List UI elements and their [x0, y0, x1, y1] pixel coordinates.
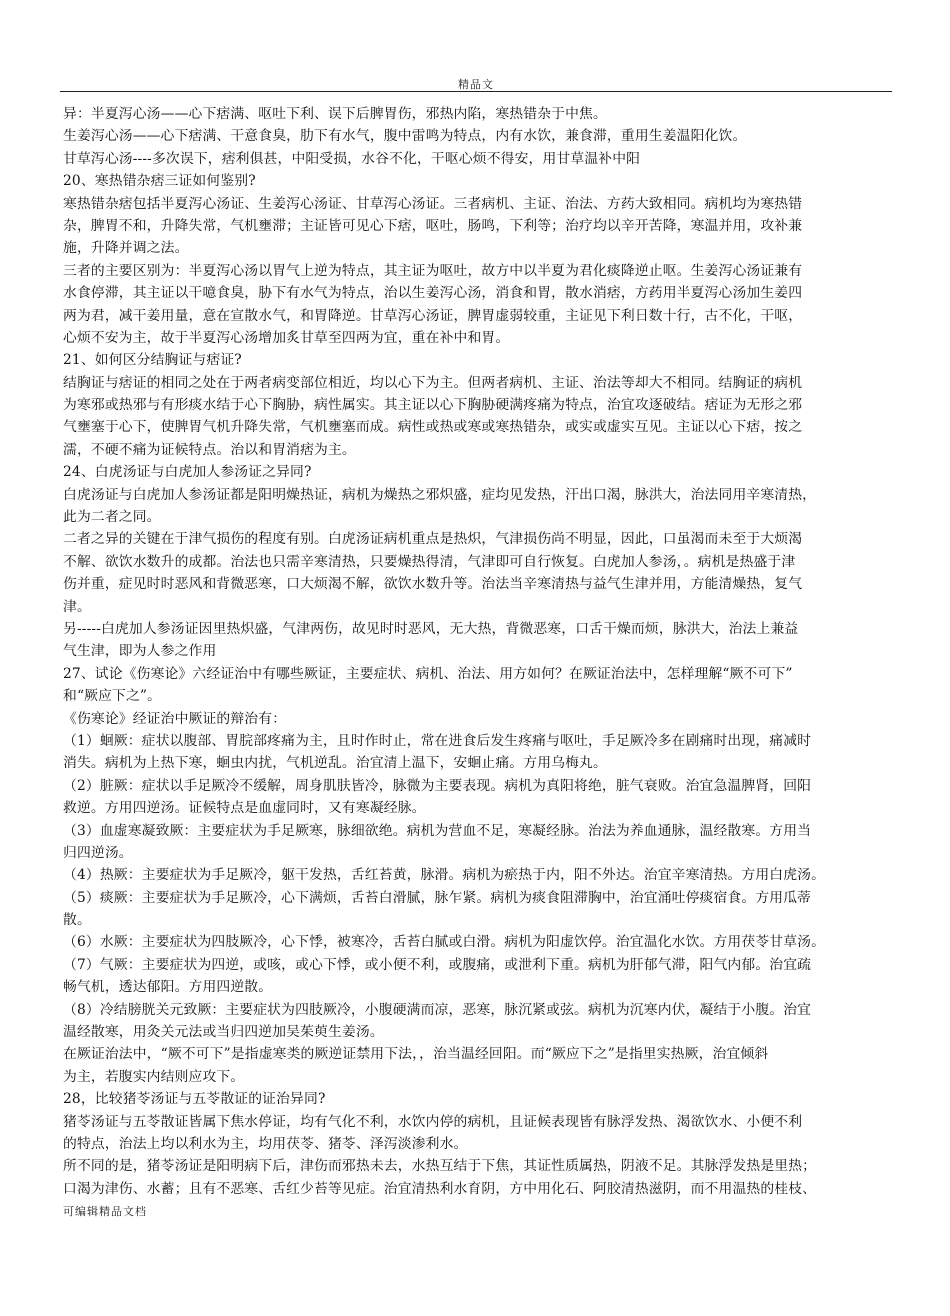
paragraph [63, 887, 891, 932]
text-line: 濡，不硬不痛为证候特点。治以和胃消痞为主。 [63, 441, 356, 458]
text-line: 不解、欲饮水数升的成都。治法也只需辛寒清热，只要燥热得清，气津即可自行恢复。白虎加人参汤，。病机是热盛于津 [63, 553, 796, 570]
text-line: 20、寒热错杂痞三证如何鉴别? [63, 173, 256, 190]
text-line: 气生津，即为人参之作用 [63, 643, 217, 660]
text-line: 归四逆汤。 [63, 844, 133, 861]
text-line: 21、如何区分结胸证与痞证? [63, 352, 242, 369]
text-line: 另-----白虎加人参汤证因里热炽盛，气津两伤，故见时时恶风，无大热，背微恶寒，口舌干燥而烦，脉洪大，治法上兼益 [63, 620, 799, 637]
text-line: 伤并重，症见时时恶风和背微恶寒，口大烦渴不解，欲饮水数升等。治法当辛寒清热与益气生津并用，方能清燥热，复气 [63, 576, 803, 593]
text-line: 结胸证与痞证的相同之处在于两者病变部位相近，均以心下为主。但两者病机、主证、治法等却大不相同。结胸证的病机 [63, 374, 803, 391]
text-line: 白虎汤证与白虎加人参汤证都是阳明燥热证，病机为燥热之邪炽盛，症均见发热，汗出口渴，脉洪大，治法同用辛寒清热， [63, 486, 817, 503]
text-line: 28，比较猪苓汤证与五苓散证的证治异同? [63, 1091, 326, 1108]
paragraph [63, 730, 891, 775]
paragraph [63, 148, 891, 170]
paragraph [63, 775, 891, 820]
text-line: （4）热厥：主要症状为手足厥冷，躯干发热，舌红苔黄，脉滑。病机为瘀热于内，阳不外达。治宜辛寒清热。方用白虎汤。 [63, 867, 826, 884]
text-line: 两为君，减干姜用量，意在宣散水气，和胃降逆。甘草泻心汤证，脾胃虚弱较重，主证见下利日数十行，古不化，干呕， [63, 307, 803, 324]
text-line: （1）蛔厥：症状以腹部、胃脘部疼痛为主，且时作时止，常在进食后发生疼痛与呕吐，手足厥冷多在剧痛时出现，痛减时 [63, 732, 812, 749]
paragraph [63, 103, 891, 125]
text-line: （5）痰厥：主要症状为手足厥冷，心下满烦，舌苔白滑腻，脉乍紧。病机为痰食阻滞胸中，治宜涌吐停痰宿食。方用瓜蒂 [63, 889, 812, 906]
text-line: 为寒邪或热邪与有形痰水结于心下胸胁，病性属实。其主证以心下胸胁硬满疼痛为特点，治宜攻逐破结。痞证为无形之邪 [63, 397, 803, 414]
text-line: 为主，若腹实内结则应攻下。 [63, 1068, 245, 1085]
text-line: （7）气厥：主要症状为四逆，或咳，或心下悸，或小便不利，或腹痛，或泄利下重。病机为肝郁气滞，阳气内郁。治宜疏 [63, 956, 812, 973]
text-line: 救逆。方用四逆汤。证候特点是血虚同时，又有寒凝经脉。 [63, 800, 426, 817]
page-header: 精品文 [458, 78, 494, 91]
text-line: 消失。病机为上热下寒，蛔虫内扰，气机逆乱。治宜清上温下，安蛔止痛。方用乌梅丸。 [63, 755, 607, 772]
paragraph [63, 618, 891, 663]
paragraph [63, 1043, 891, 1088]
header-divider [60, 91, 892, 92]
text-line: 二者之异的关键在于津气损伤的程度有别。白虎汤证病机重点是热炽，气津损伤尚不明显，因此，口虽渴而未至于大烦渴 [63, 531, 803, 548]
text-line: 心烦不安为主，故于半夏泻心汤增加炙甘草至四两为宜，重在补中和胃。 [63, 329, 510, 346]
text-line: 和“厥应下之”。 [63, 688, 162, 705]
paragraph [63, 372, 891, 462]
text-line: 27、试论《伤寒论》六经证治中有哪些厥证，主要症状、病机、治法、用方如何？在厥证治法中，怎样理解“厥不可下” [63, 665, 793, 682]
text-line: 甘草泻心汤----多次误下，痞利俱甚，中阳受损，水谷不化，干呕心烦不得安，用甘草温补中阳 [63, 150, 641, 167]
text-line: 猪苓汤证与五苓散证皆属下焦水停证，均有气化不利，水饮内停的病机，且证候表现皆有脉浮发热、渴欲饮水、小便不利 [63, 1113, 803, 1130]
paragraph [63, 931, 891, 953]
paragraph [63, 864, 891, 886]
text-line: 津。 [63, 598, 91, 615]
text-line: 散。 [63, 912, 91, 929]
paragraph [63, 820, 891, 865]
paragraph [63, 1088, 891, 1110]
text-line: 此为二者之同。 [63, 509, 161, 526]
paragraph [63, 528, 891, 618]
text-line: 《伤寒论》经证治中厥证的辩治有： [63, 710, 287, 727]
paragraph [63, 663, 891, 708]
text-line: （6）水厥：主要症状为四肢厥冷，心下悸，被寒冷，舌苔白腻或白滑。病机为阳虚饮停。治宜温化水饮。方用茯苓甘草汤。 [63, 934, 826, 951]
text-line: 所不同的是，猪苓汤证是阳明病下后，津伤而邪热未去，水热互结于下焦，其证性质属热，阴液不足。其脉浮发热是里热； [63, 1158, 817, 1175]
text-line: 在厥证治法中，“厥不可下”是指虚寒类的厥逆证禁用下法，，治当温经回阳。而“厥应下之”是指里实热厥，治宜倾斜 [63, 1046, 769, 1063]
text-line: 异：半夏泻心汤——心下痞满、呕吐下利、误下后脾胃伤，邪热内陷，寒热错杂于中焦。 [63, 106, 607, 122]
paragraph [63, 349, 891, 371]
text-line: （3）血虚寒凝致厥：主要症状为手足厥寒，脉细欲绝。病机为营血不足，寒凝经脉。治法为养血通脉，温经散寒。方用当 [63, 822, 812, 839]
text-line: （8）冷结膀胱关元致厥：主要症状为四肢厥冷，小腹硬满而凉，恶寒，脉沉紧或弦。病机为沉寒内伏，凝结于小腹。治宜 [63, 1001, 812, 1018]
paragraph [63, 999, 891, 1044]
document-body [63, 103, 891, 1200]
text-line: 畅气机，透达郁阳。方用四逆散。 [63, 979, 273, 996]
paragraph [63, 193, 891, 260]
paragraph [63, 954, 891, 999]
paragraph [63, 708, 891, 730]
paragraph [63, 170, 891, 192]
text-line: 三者的主要区别为：半夏泻心汤以胃气上逆为特点，其主证为呕吐，故方中以半夏为君化痰降逆止呕。生姜泻心汤证兼有 [63, 262, 803, 279]
text-line: 温经散寒，用灸关元法或当归四逆加吴茱萸生姜汤。 [63, 1024, 384, 1041]
text-line: 生姜泻心汤——心下痞满、干意食臭，肋下有水气，腹中雷鸣为特点，内有水饮，兼食滞，重用生姜温阳化饮。 [63, 128, 747, 145]
text-line: 气壅塞于心下，使脾胃气机升降失常，气机壅塞而成。病性或热或寒或寒热错杂，或实或虚实互见。主证以心下痞，按之 [63, 419, 803, 436]
paragraph [63, 461, 891, 483]
text-line: （2）脏厥：症状以手足厥冷不缓解，周身肌肤皆冷，脉微为主要表现。病机为真阳将绝，脏气衰败。治宜急温脾肾，回阳 [63, 777, 812, 794]
paragraph [63, 260, 891, 350]
text-line: 施，升降并调之法。 [63, 240, 189, 257]
page-footer: 可编辑精品文档 [63, 1205, 147, 1218]
text-line: 水食停滞，其主证以干噫食臭，胁下有水气为特点，治以生姜泻心汤，消食和胃，散水消痞，方药用半夏泻心汤加生姜四 [63, 285, 803, 302]
text-line: 的特点，治法上均以利水为主，均用茯苓、猪苓、泽泻淡渗利水。 [63, 1135, 468, 1152]
paragraph [63, 1155, 891, 1200]
text-line: 口渴为津伤、水蓄；且有不恶寒、舌红少苔等见症。治宜清热利水育阴，方中用化石、阿胶清热滋阴，而不用温热的桂枝、 [63, 1180, 817, 1197]
paragraph [63, 484, 891, 529]
paragraph [63, 125, 891, 147]
text-line: 杂，脾胃不和，升降失常，气机壅滞；主证皆可见心下痞，呕吐，肠鸣，下利等；治疗均以辛开苦降，寒温并用，攻补兼 [63, 217, 803, 234]
paragraph [63, 1111, 891, 1156]
text-line: 寒热错杂痞包括半夏泻心汤证、生姜泻心汤证、甘草泻心汤证。三者病机、主证、治法、方药大致相同。病机均为寒热错 [63, 195, 803, 212]
text-line: 24、白虎汤证与白虎加人参汤证之异同? [63, 464, 312, 481]
